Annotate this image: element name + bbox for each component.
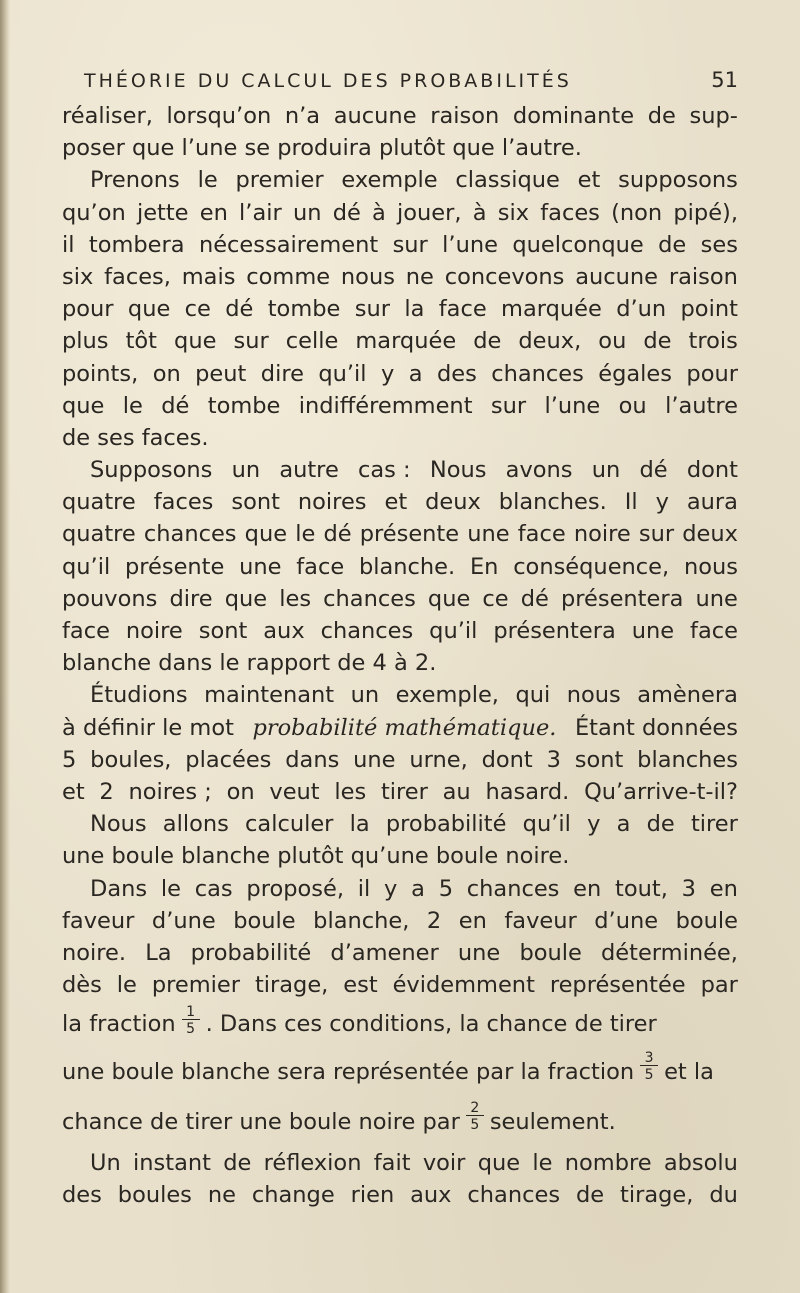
text-line: [62, 358, 738, 390]
text-word: 3: [681, 875, 696, 902]
text-word: que: [427, 585, 471, 612]
text-word: premier: [151, 972, 240, 999]
text-word: marquée: [501, 296, 602, 323]
text-word: un: [231, 457, 261, 484]
text-word: l’autre: [665, 392, 738, 419]
text-word: dans: [285, 746, 340, 773]
italic-term: probabilité mathématique.: [252, 714, 557, 741]
text-line: [62, 164, 738, 196]
text-word: aux: [410, 1182, 452, 1209]
text-word: dé: [161, 392, 190, 419]
text-word: face: [690, 618, 738, 644]
text-word: celle: [285, 328, 339, 355]
text-line: [62, 325, 738, 357]
text-word: qui: [515, 682, 551, 709]
text-word: ce: [184, 296, 211, 323]
text-word: Un: [90, 1150, 121, 1177]
text-run: une boule blanche sera représentée par la fraction: [62, 1059, 635, 1086]
text-word: blanches.: [498, 489, 607, 516]
text-word: boule: [675, 907, 738, 934]
text-word: deux: [425, 489, 481, 516]
fraction-denominator: 5: [470, 1117, 480, 1134]
text-word: mais: [181, 263, 236, 290]
text-word: une: [239, 553, 282, 580]
text-word: poser que l’une se produira plutôt que l’autre.: [62, 135, 582, 162]
text-word: que: [174, 328, 217, 355]
text-word: concevons: [444, 263, 565, 290]
text-word: dé: [332, 199, 361, 226]
text-word: représentée: [549, 972, 686, 999]
text-word: y: [587, 811, 601, 838]
text-word: plus: [62, 328, 109, 355]
text-word: Il: [624, 489, 638, 516]
text-word: qu’il: [522, 811, 571, 838]
text-word: chances: [143, 521, 237, 548]
text-word: trois: [688, 328, 738, 355]
text-word: le: [295, 521, 316, 548]
text-word: ne: [405, 263, 434, 290]
text-word: chances: [466, 875, 560, 902]
book-spine-shadow: [0, 0, 10, 1293]
text-word: raison: [430, 103, 500, 129]
text-word: qu’on: [62, 199, 126, 226]
text-word: maintenant: [204, 682, 335, 709]
text-word: point: [680, 296, 738, 323]
text-word: que: [477, 1150, 521, 1177]
text-word: nombre: [564, 1150, 652, 1177]
text-word: le: [197, 167, 218, 194]
text-word: tirage,: [620, 1182, 694, 1209]
text-word: de: [575, 1182, 605, 1209]
text-word: probabilité: [385, 811, 507, 838]
text-word: calculer: [245, 811, 334, 838]
text-line: [62, 647, 738, 679]
text-word: nous: [566, 682, 621, 709]
text-word: quatre: [62, 489, 136, 516]
text-word: classique: [455, 167, 560, 194]
fraction-numerator: 1: [186, 1004, 196, 1021]
text-run: la fraction: [62, 1011, 176, 1038]
fraction-numerator: 3: [644, 1050, 654, 1067]
text-word: (non: [611, 199, 663, 226]
fraction-denominator: 5: [644, 1067, 654, 1084]
text-word: tout,: [615, 875, 668, 902]
text-word: amènera: [637, 682, 738, 709]
text-word: de: [646, 811, 675, 838]
text-word: lorsqu’on: [166, 103, 272, 129]
text-word: sur: [490, 392, 527, 419]
text-line: [62, 486, 738, 518]
text-word: on: [226, 778, 255, 805]
text-word: et: [384, 489, 408, 516]
text-line: [62, 615, 738, 647]
text-word: à: [372, 199, 386, 226]
text-word: l’air: [239, 199, 282, 226]
text-word: ses: [700, 231, 738, 258]
text-word: nous: [340, 263, 395, 290]
text-word: sont: [198, 618, 248, 644]
text-line: [62, 969, 738, 1001]
text-line: [62, 1147, 738, 1179]
text-word: tirer: [690, 811, 738, 838]
text-word: En: [469, 553, 499, 580]
text-word: sur: [233, 328, 269, 355]
text-word: pour: [62, 296, 114, 323]
text-word: que: [62, 392, 105, 419]
text-word: face: [62, 618, 110, 644]
text-word: évidemment: [392, 972, 535, 999]
fraction-line-3: [62, 1097, 738, 1147]
text-word: y: [380, 360, 395, 387]
text-word: dé: [520, 585, 549, 612]
text-word: face: [296, 553, 345, 580]
text-word: présentera: [493, 618, 616, 644]
text-word: voir: [422, 1150, 466, 1177]
text-word: a: [408, 360, 423, 387]
text-line: [62, 808, 738, 840]
text-line: [62, 776, 738, 808]
text-line: [62, 422, 738, 454]
text-word: la: [349, 811, 370, 838]
text-word: aucune: [333, 103, 417, 129]
text-word: le: [532, 1150, 553, 1177]
text-word: cas :: [358, 457, 411, 484]
text-run: chance de tirer une boule noire par: [62, 1109, 460, 1136]
text-word: comme: [246, 263, 331, 290]
text-word: d’une: [594, 907, 659, 934]
text-word: en: [573, 875, 602, 902]
text-word: pipé),: [673, 199, 738, 226]
text-word: Étant données: [574, 714, 738, 741]
text-word: cas: [194, 875, 233, 902]
text-word: noire: [573, 521, 631, 548]
text-word: sont: [231, 489, 280, 516]
text-word: noires: [297, 489, 367, 516]
text-word: face: [438, 296, 487, 323]
text-word: il: [62, 231, 75, 258]
text-word: tombera: [88, 231, 185, 258]
text-word: on: [152, 360, 181, 387]
text-word: jouer,: [397, 199, 462, 226]
text-word: tirage,: [254, 972, 329, 999]
text-word: une: [695, 585, 738, 612]
text-word: dire: [260, 360, 304, 387]
text-word: du: [709, 1182, 738, 1209]
text-word: sur: [354, 296, 390, 323]
text-line: [62, 518, 738, 550]
text-word: en: [709, 875, 738, 902]
text-word: Qu’arrive-t-il?: [584, 778, 738, 805]
text-word: aura: [686, 489, 738, 516]
text-word: les: [279, 585, 312, 612]
text-word: dont: [481, 746, 533, 773]
page-header: [80, 68, 742, 92]
text-run: seulement.: [489, 1109, 616, 1136]
text-run: . Dans ces conditions, la chance de tirer: [205, 1011, 657, 1038]
text-word: une: [631, 618, 675, 644]
text-word: Prenons: [90, 167, 180, 194]
text-word: sur: [392, 231, 428, 258]
text-word: supposons: [618, 167, 738, 194]
text-word: Nous: [429, 457, 487, 484]
text-word: il: [357, 875, 371, 902]
text-word: blanche dans le rapport de 4 à 2.: [62, 650, 437, 677]
fraction-two-fifths: [466, 1101, 484, 1151]
text-word: chances: [320, 618, 414, 644]
text-word: à: [472, 199, 487, 226]
text-word: nous: [683, 553, 738, 580]
text-word: aucune: [575, 263, 659, 290]
text-word: change: [251, 1182, 335, 1209]
text-word: de: [643, 328, 672, 355]
text-line: [62, 873, 738, 905]
text-line: [62, 551, 738, 583]
text-line: [62, 905, 738, 937]
text-word: en: [458, 907, 487, 934]
text-word: sur: [638, 521, 675, 548]
text-word: pour: [686, 360, 738, 387]
text-word: La: [145, 939, 172, 966]
text-word: et: [62, 778, 85, 805]
text-word: ou: [618, 392, 647, 419]
body-text: [62, 100, 738, 1212]
text-word: absolu: [663, 1150, 738, 1177]
text-word: ce: [482, 585, 509, 612]
text-word: le: [116, 972, 137, 999]
running-title: THÉORIE DU CALCUL DES PROBABILITÉS: [84, 70, 572, 92]
text-word: noire: [125, 618, 183, 644]
text-word: un: [292, 199, 322, 226]
text-word: un: [591, 457, 621, 484]
text-word: ou: [598, 328, 627, 355]
text-word: que: [127, 296, 171, 323]
text-word: Nous: [90, 811, 147, 838]
fraction-three-fifths: [640, 1051, 658, 1101]
text-word: quatre: [62, 521, 136, 548]
text-word: raison: [668, 263, 738, 290]
text-word: n’a: [284, 103, 321, 129]
text-word: en: [199, 199, 228, 226]
text-word: boules,: [90, 746, 172, 773]
text-word: urne,: [409, 746, 468, 773]
text-word: par: [700, 972, 738, 999]
text-word: 5: [438, 875, 454, 902]
text-word: blanches: [637, 746, 738, 773]
text-word: dont: [686, 457, 738, 484]
text-word: de: [223, 1150, 252, 1177]
text-word: allons: [162, 811, 229, 838]
text-word: tombe: [267, 296, 341, 323]
page-number: 51: [711, 68, 738, 92]
text-word: la: [404, 296, 425, 323]
text-word: que: [244, 521, 288, 548]
text-word: chances: [323, 585, 416, 612]
text-line: [62, 132, 738, 164]
fraction-line-1: [62, 1001, 738, 1047]
text-word: égales: [598, 360, 672, 387]
text-word: sont: [574, 746, 624, 773]
text-line: [62, 583, 738, 615]
text-line: [62, 261, 738, 293]
text-word: le: [122, 392, 143, 419]
text-word: six: [497, 199, 530, 226]
text-word: Dans: [90, 875, 148, 902]
text-word: dé: [323, 521, 352, 548]
text-word: premier: [235, 167, 324, 194]
text-word: ne: [207, 1182, 236, 1209]
text-line: [62, 100, 738, 132]
text-word: a: [616, 811, 631, 838]
text-word: exemple,: [395, 682, 499, 709]
text-word: et: [577, 167, 601, 194]
text-word: dé: [225, 296, 254, 323]
text-word: qu’il: [429, 618, 478, 644]
text-word: des: [62, 1182, 102, 1209]
text-word: les: [334, 778, 367, 805]
text-word: dire: [169, 585, 213, 612]
text-word: exemple: [341, 167, 438, 194]
text-word: points,: [62, 360, 139, 387]
text-word: de: [658, 231, 687, 258]
text-word: chances: [491, 360, 584, 387]
text-word: 3: [546, 746, 561, 773]
text-word: tombe: [207, 392, 281, 419]
text-line: [62, 390, 738, 422]
text-word: faveur: [62, 907, 135, 934]
text-word: un: [350, 682, 380, 709]
text-word: y: [655, 489, 669, 516]
text-word: pouvons: [62, 585, 158, 612]
text-word: d’amener: [330, 939, 439, 966]
text-word: 2: [426, 907, 442, 934]
text-line: [62, 197, 738, 229]
text-word: autre: [279, 457, 339, 484]
text-line: [62, 937, 738, 969]
text-word: face: [517, 521, 566, 548]
text-word: dès: [62, 972, 102, 999]
text-word: l’une: [442, 231, 498, 258]
text-line: [62, 293, 738, 325]
text-word: réaliser,: [62, 103, 153, 129]
text-line: [62, 840, 738, 872]
text-word: une: [353, 746, 396, 773]
text-word: probabilité: [190, 939, 312, 966]
text-word: avons: [505, 457, 573, 484]
text-word: boule: [233, 907, 296, 934]
text-word: d’une: [151, 907, 216, 934]
text-word: dominante: [512, 103, 635, 129]
text-word: marquée: [355, 328, 457, 355]
text-word: a: [411, 875, 425, 902]
text-word: des: [436, 360, 477, 387]
text-line: [62, 744, 738, 776]
text-word: tôt: [125, 328, 157, 355]
text-word: aux: [263, 618, 305, 644]
text-word: indifféremment: [298, 392, 473, 419]
text-word: rien: [350, 1182, 395, 1209]
text-line: [62, 679, 738, 711]
text-word: présentera: [560, 585, 684, 612]
text-word: Supposons: [90, 457, 213, 484]
text-word: une: [457, 939, 501, 966]
text-word: de: [647, 103, 676, 129]
text-word: blanche.: [358, 553, 456, 580]
text-word: deux,: [518, 328, 582, 355]
text-word: placées: [185, 746, 272, 773]
text-word: de: [473, 328, 502, 355]
text-word: instant: [133, 1150, 211, 1177]
text-word: 2: [99, 778, 114, 805]
text-word: fait: [373, 1150, 411, 1177]
text-word: proposé,: [246, 875, 344, 902]
text-line-italic-term: [62, 712, 738, 744]
text-word: à définir le mot: [62, 714, 234, 741]
text-word: présente: [124, 553, 225, 580]
text-word: qu’il: [62, 553, 111, 580]
text-word: réflexion: [263, 1150, 362, 1177]
text-word: de ses faces.: [62, 424, 209, 451]
text-word: Étudions: [90, 682, 188, 709]
text-line: [62, 1179, 738, 1211]
text-word: que: [224, 585, 268, 612]
text-word: y: [384, 875, 398, 902]
fraction-denominator: 5: [186, 1021, 196, 1038]
text-word: au: [442, 778, 471, 805]
text-word: faces,: [104, 263, 171, 290]
text-word: jette: [136, 199, 189, 226]
text-word: blanche,: [313, 907, 410, 934]
text-word: une: [467, 521, 510, 548]
text-word: sup-: [689, 103, 738, 129]
text-word: peut: [195, 360, 247, 387]
text-word: l’une: [544, 392, 601, 419]
text-word: six: [62, 263, 94, 290]
text-word: tirer: [380, 778, 428, 805]
text-word: déterminée,: [601, 939, 738, 966]
text-word: dé: [639, 457, 668, 484]
fraction-numerator: 2: [470, 1100, 480, 1117]
text-word: faces: [153, 489, 214, 516]
text-word: d’un: [616, 296, 667, 323]
text-line: [62, 454, 738, 486]
text-word: le: [160, 875, 181, 902]
text-word: noire.: [62, 939, 127, 966]
text-word: veut: [269, 778, 320, 805]
text-word: noires ;: [128, 778, 212, 805]
text-word: faces: [540, 199, 600, 226]
fraction-line-2: [62, 1047, 738, 1097]
text-word: faveur: [504, 907, 577, 934]
text-word: boules: [117, 1182, 192, 1209]
text-word: 5: [62, 746, 77, 773]
text-word: nécessairement: [198, 231, 379, 258]
text-word: est: [343, 972, 378, 999]
text-line: [62, 229, 738, 261]
text-word: chances: [467, 1182, 561, 1209]
fraction-one-fifth: [182, 1005, 200, 1051]
text-word: quelconque: [512, 231, 644, 258]
text-word: deux: [682, 521, 738, 548]
text-run: et la: [664, 1059, 714, 1086]
text-word: hasard.: [485, 778, 570, 805]
text-word: une boule blanche plutôt qu’une boule noire.: [62, 843, 570, 870]
text-word: présente: [359, 521, 460, 548]
text-word: qu’il: [318, 360, 367, 387]
text-word: boule: [519, 939, 582, 966]
text-word: conséquence,: [513, 553, 670, 580]
